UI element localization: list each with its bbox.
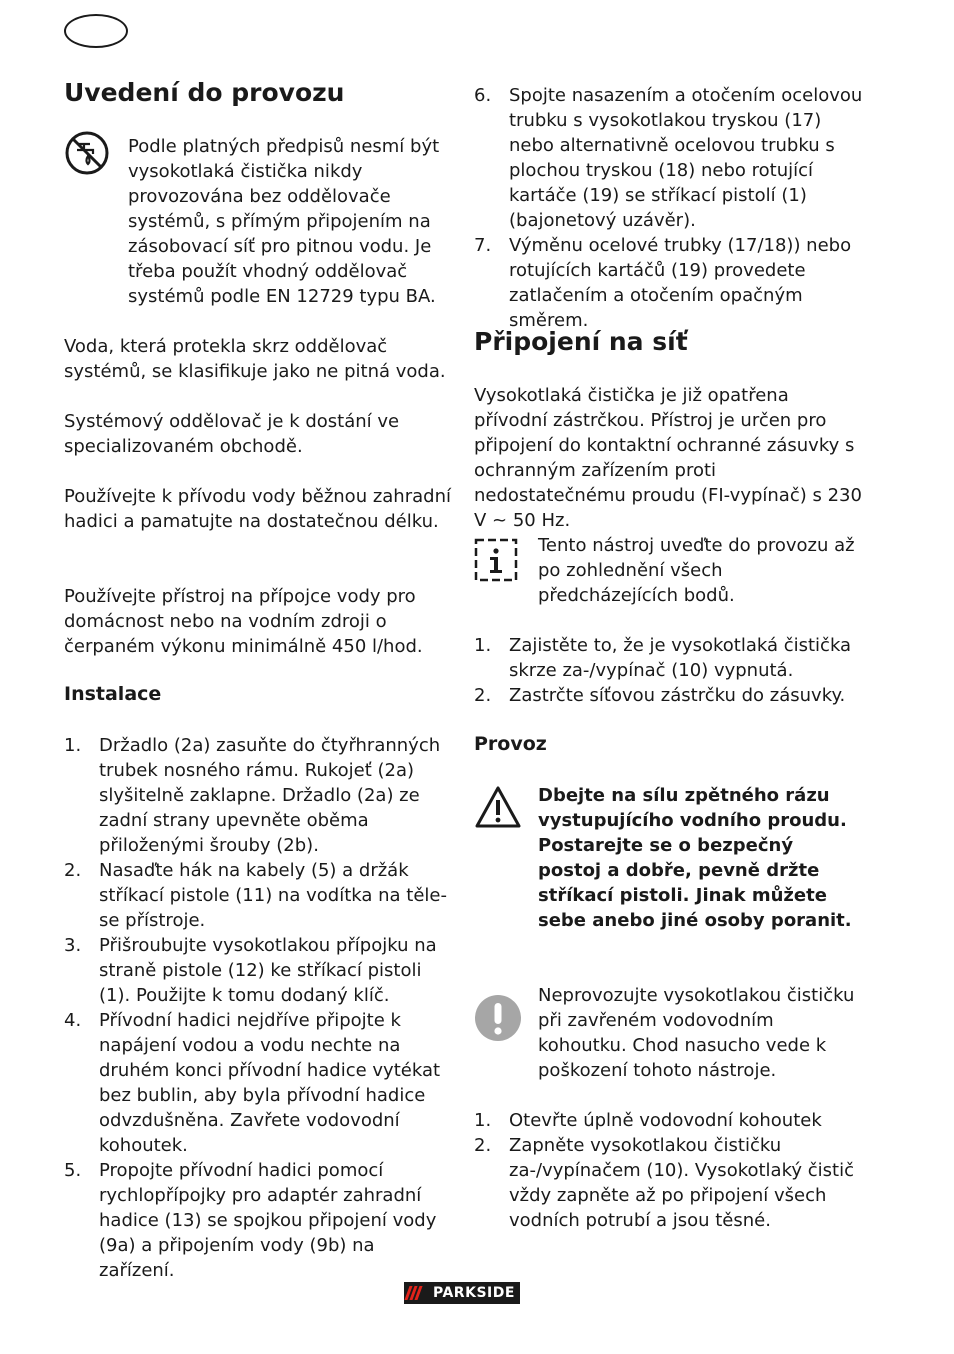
list-item: 6. Spojte nasazením a otočením ocelovou trubku s vysokotlakou tryskou (17) nebo alternativně ocelovou trubku s plochou tryskou (18) nebo rotující kartáče (19) se stříkací pistolí (1) (bajonetový uzávěr).: [474, 85, 863, 231]
list-item: 2. Zapněte vysokotlakou čističku za-/vypínačem (10). Vysokotlaký čistič vždy zapněte až po připojení všech vodních potrubí a jsou těsné.: [474, 1135, 854, 1231]
list-item: 7. Výměnu ocelové trubky (17/18)) nebo rotujících kartáčů (19) provedete zatlačením a otočením opačným směrem.: [474, 235, 852, 331]
paragraph-separator-availability: Systémový oddělovač je k dostání ve specializovaném obchodě.: [64, 411, 400, 457]
no-drinking-water-icon: [64, 130, 110, 176]
caution-text-dry-run: Neprovozujte vysokotlakou čističku při zavřeném vodovodním kohoutku. Chod nasucho vede k poškození tohoto nástroje.: [538, 985, 855, 1081]
paragraph-non-potable: Voda, která protekla skrz oddělovač systémů, se klasifikuje jako ne pitná voda.: [64, 336, 446, 382]
language-badge: [64, 14, 128, 48]
warning-text-recoil: Dbejte na sílu zpětného rázu vystupujícího vodního proudu. Postarejte se o bezpečný postoj a dobře, pevně držte stříkací pistoli. Jinak můžete sebe anebo jiné osoby poranit.: [538, 785, 852, 931]
list-item: 4. Přívodní hadici nejdříve připojte k napájení vodou a vodu nechte na druhém konci přívodní hadice vytékat bez bublin, aby byla přívodní hadice odvzdušněna. Zavřete vodovodní kohoutek.: [64, 1010, 441, 1156]
heading-operation: Provoz: [474, 733, 547, 755]
section-title-mains: Připojení na síť: [474, 327, 688, 356]
list-item: 1. Držadlo (2a) zasuňte do čtyřhranných trubek nosného rámu. Rukojeť (2a) slyšitelně zaklapne. Držadlo (2a) ze zadní strany upevněte oběma přiloženými šrouby (2b).: [64, 735, 441, 856]
list-item: 2. Nasaďte hák na kabely (5) a držák stříkací pistole (11) na vodítka na tělese přístroje.: [64, 860, 447, 931]
paragraph-garden-hose: Používejte k přívodu vody běžnou zahradní hadici a pamatujte na dostatečnou délku.: [64, 486, 451, 532]
brand-name: PARKSIDE: [433, 1285, 515, 1301]
list-item: 1. Otevřte úplně vodovodní kohoutek: [474, 1110, 822, 1131]
paragraph-water-supply: Používejte přístroj na přípojce vody pro domácnost nebo na vodním zdroji o čerpaném výkonu minimálně 450 l/hod.: [64, 586, 423, 657]
heading-installation: Instalace: [64, 683, 162, 705]
list-item: 2. Zastrčte síťovou zástrčku do zásuvky.: [474, 685, 846, 706]
paragraph-mains: Vysokotlaká čistička je již opatřena přívodní zástrčkou. Přístroj je určen pro připojení do kontaktní ochranné zásuvky s ochranným zařízením proti nedostatečnému proudu (FI-vypínač) s 230 V ~ 50 Hz.: [474, 385, 862, 531]
operation-steps: [474, 1108, 864, 1233]
info-text: Tento nástroj uveďte do provozu až po zohlednění všech předcházejících bodů.: [538, 535, 855, 606]
list-item: 5. Propojte přívodní hadici pomocí rychlopřípojky pro adaptér zahradní hadice (13) se spojkou připojení vody (9a) a připojením vody (9b) na zařízení.: [64, 1160, 437, 1281]
section-title-commissioning: Uvedení do provozu: [64, 78, 345, 107]
info-icon: [474, 538, 518, 582]
parkside-logo: [404, 1282, 520, 1304]
warning-text-separator: Podle platných předpisů nesmí být vysokotlaká čistička nikdy provozována bez oddělovače systémů, s přímým připojením na zásobovací síť pro pitnou vodu. Je třeba použít vhodný oddělovač systémů podle EN 12729 typu BA.: [128, 136, 440, 307]
list-item: 1. Zajistěte to, že je vysokotlaká čistička skrze za-/vypínač (10) vypnutá.: [474, 635, 852, 681]
list-item: 3. Přišroubujte vysokotlakou přípojku na straně pistole (12) ke stříkací pistoli (1). Použijte k tomu dodaný klíč.: [64, 935, 437, 1006]
logo-stripes: [404, 1282, 433, 1304]
installation-steps-continued: [474, 83, 864, 333]
warning-triangle-icon: [474, 785, 522, 829]
mains-steps: [474, 633, 864, 708]
installation-steps: [64, 733, 454, 1283]
caution-exclamation-icon: [474, 994, 522, 1042]
